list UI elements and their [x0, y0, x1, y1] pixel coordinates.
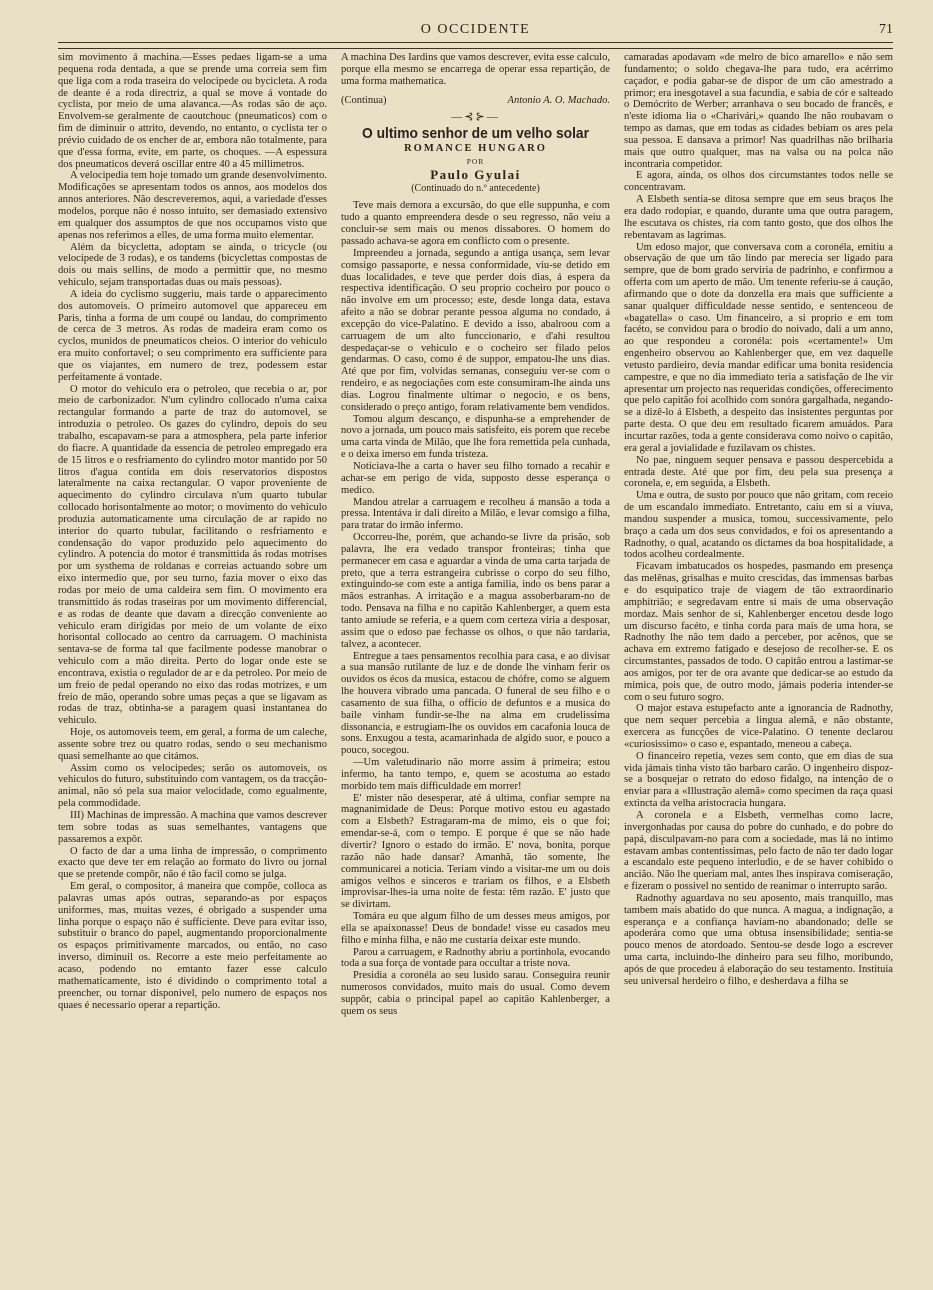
paragraph: Ficavam imbatucados os hospedes, pasmando em presença das melênas, grisalhas e muito crescidas, das immensas barbas e do esquipatico traje de viagem de tão extraordinario amphitrião; e segredavam entre si mais de uma observação mordaz. Mais senhor de si, Kahlenberger encetou desde logo um discurso facéto, e tinha corda para mais de uma hora, se Radnothy lhe não tem dado a perceber, por acênos, que se achava em extremo fatigado e desejoso de recolher-se. E os circumstantes, passados de todo. O capitão entrou a lastimar-se aos amigos, por ter de ora avante que dedicar-se ao estudo da mimica, pois que, de outro modo, jámais poderia intender-se com o seu futuro sogro. — [624, 561, 893, 703]
paragraph: E' mister não desesperar, até á ultima, confiar sempre na magnanimidade de Deus: Porque motivo estou eu agastado com a Elsbeth? Estragaram-ma de mimo, eis o que foi; emendar-se-á, com o tempo. E porque é que se não hade divertir? Ignoro o estado do irmão. E' nova, bonita, porque razão não hade dansar? Amanhã, tão somente, lhe communicarei a noticia. Teriam vindo a visitar-me um ou dois amigos velhos e sinceros e trariam os filhos, e a Elsbeth improvisar-lhes-ia uma noite de festa: têm razão. E' justo que se divirtam. — [341, 792, 610, 911]
paragraph: O facto de dar a uma linha de impressão, o comprimento exacto que deve ter em relação ao formato do livro ou jornal que se pretende compôr, não é tão facil como se julga. — [58, 845, 327, 881]
story-subtitle: ROMANCE HUNGARO — [404, 143, 547, 155]
paragraph: Teve mais demora a excursão, do que elle suppunha, e com tudo a quanto empreendera desde o seu regresso, não veiu a concluir-se sem mais ou menos dissabores. O homem do passado achava-se agora em conflicto com o presente. — [341, 200, 610, 247]
paragraph: A velocipedia tem hoje tomado um grande desenvolvimento. Modificações se apresentam todos os annos, aos modelos dos annos anteriores. Não descreveremos, aqui, a variedade d'esses modelos, porque não é nosso intuito, ser demasiado extensivo em qualquer dos assumptos de que nos occupamos visto que apenas nos referimos a elles, de uma forma muito elementar. — [58, 170, 327, 241]
paragraph: Occorreu-lhe, porém, que achando-se livre da prisão, sob palavra, lhe era vedado transpor fronteiras; tinha que permanecer em casa e aguardar a vinda de uma carta tarjada de preto, que a terra estrangeira cubrisse o corpo do seu filho, extinguindo-se com este a antiga familia, indo os bens parar a mãos estranhas. A irritação e a magua assoberbaram-no de todo. Pensava na filha e no capitão Kahlenberger, a quem esta tanto amiude se referia, e a quem com certeza viria a desposar, assim que o edoso pae fechasse os olhos, o que não tardaria, talvez, a acontecer. — [341, 532, 610, 650]
column-3 — [624, 52, 893, 1276]
paragraph: sim movimento á machina.—Esses pedaes ligam-se a uma pequena roda dentada, a que se prende uma correia sem fim que liga com a roda traseira do velocipede ou bycicleta. A roda de deante é a roda directriz, a qual se move á vontade do cyclista, por meio de uma alavanca.—As rodas são de aço. Envolvem-se geralmente de caoutchouc (pneumaticos) com o fim de diminuir o attrito, devendo, no entanto, o cyclista ter o prévio cuidado de os encher de ar, embora não totalmente, para que d'essa forma, evite, em parte, os choques. —A espessura dos pneumaticos deverá oscillar entre 40 a 45 millimetros. — [58, 52, 327, 170]
continua-note: (Continua) — [341, 94, 387, 106]
journal-title: O OCCIDENTE — [420, 22, 531, 37]
paragraph: camaradas apodavam «de melro de bico amarello» e não sem fundamento; o soldo chegava-lhe para tudo, era acérrimo caçador, e podia gabar-se de dispor de um cão amestrado a primor; era inesgotavel a sua facundia, e sabia de cór e salteado o Demócrito de Werber; arranhava o seu bocado de francês, e n'este idioma lia o «Charivári,» quando lhe não roubavam o tempo as damas, que em todas as cidades bebiam os ares pela sua pessoa. E dansava a primor! Nas quadrilhas não brilharia mais que outro qualquer, mas na valsa ou na polca não incontraria competidor. — [624, 52, 893, 170]
paragraph: Tomou algum descanço, e dispunha-se a emprehender de novo a jornada, um pouco mais satisfeito, eis porem que recebe uma carta vinda de Milão, que lhe fora remettida pela cunhada, e o deixa imerso em funda tristeza. — [341, 413, 610, 461]
section-divider: —⊰⊱— — [451, 111, 500, 124]
paragraph: Assim como os velocipedes; serão os automoveis, os vehiculos do futuro, substituindo com vantagem, os da tracção-animal, não só pela sua maior velocidade, como egualmente, pela commodidade. — [58, 762, 327, 810]
paragraph: A coronela e a Elsbeth, vermelhas como lacre, invergonhadas por causa do pobre do cunhado, e do pobre do papá, disculpavam-no para com a sociedade, mas lá no intimo estavam ambas contentissimas, pelo facto de não ter dado logar a escandalo este pequeno interludio, e de se haver cohibido o ancião. Não lhe queriam mal, antes lhes inspirava comiseração, e fizeram o possivel no sentido de reanimar o interrupto sarão. — [624, 810, 893, 893]
paragraph: E agora, ainda, os olhos dos circumstantes todos nelle se concentravam. — [624, 170, 893, 194]
story-body — [341, 200, 610, 1017]
column-2 — [341, 52, 610, 1276]
paragraph: III) Machinas de impressão. A machina que vamos descrever tem sobre todas as suas semelhantes, vantagens que passaremos a expôr. — [58, 810, 327, 845]
header-rule — [58, 42, 893, 49]
text-columns — [58, 52, 893, 1276]
paragraph: Hoje, os automoveis teem, em geral, a forma de um caleche, assente sobre trez ou quatro rodas, sendo o seu mechanismo quasi semelhante ao que citámos. — [58, 727, 327, 762]
paragraph: Presidia a coronéla ao seu lusido sarau. Conseguira reunir numerosos convidados, muito mais do usual. Como devem suppôr, cabia o principal papel ao capitão Kahlenberger, a quem os seus — [341, 970, 610, 1017]
paragraph: Parou a carruagem, e Radnothy abriu a portinhola, evocando toda a sua força de vontade para occultar a triste nova. — [341, 946, 610, 970]
paragraph: A ideia do cyclismo suggeriu, mais tarde o apparecimento dos automoveis. O primeiro automovel que appareceu em Paris, tinha a forma de um coupé ou landau, do comprimento de cerca de 3 metros. As rodas de madeira eram como os cyclos, munidos de pneumaticos cheios. O interior do vehiculo era muito confortavel; o seu comprimento era sufficiente para que os viajantes, em numero de trez, podessem estar perfeitamente á vontade. — [58, 288, 327, 383]
paragraph: Em geral, o compositor, á maneira que compõe, colloca as palavras umas após outras, separando-as por espaços uniformes, mas, muitas vezes, é obrigado a suspender uma linha porque o espaço não é sufficiente. Deve para evitar isso, substituir o branco do papel, augmentando proporcionalmente os espaços primitivamente marcados, ou então, no caso inverso, diminuil os. Recorre a este meio perfeitamente ao acaso, podendo no emtanto fazer esse calculo mathematicamente, isto é dividindo o comprimento total a preencher, ou tornar disponivel, pelo numero de espaços nos quaes é necessario operar a repartição. — [58, 881, 327, 1011]
column-1 — [58, 52, 327, 1276]
paragraph: Impreendeu a jornada, segundo a antiga usança, sem levar comsigo passaporte, e nessa conformidade, viu-se detido em duas localidades, e teve que perder dois dias, á espera da respectiva identificação. O seu proprio cocheiro por pouco o não involve em um processo; este, desde longa data, estava afeito a não se dobrar perante pessoa alguma no condado, á excepção do vice-Palatino. E devido a isso, abalroou com a carruagem de um alto funccionario, e d'ahi resultou despedaçar-se o vehiculo e o cocheiro ser filado pelos gendarmas. O caso, como é de suppor, empatou-lhe uns dias. Até que por fim, volvidas semanas, conseguiu ver-se com o rendeiro, e as negociações com este consumiram-lhe ainda uns dias. Logrou finalmente ultimar o negocio, e os bens, considerado o preço antigo, foram relativamente bem vendidos. — [341, 247, 610, 413]
paragraph: Uma e outra, de susto por pouco que não gritam, com receio de um escandalo immediato. Entretanto, caiu em si a viuva, mandou suspender a musica, tomou, successivamente, pelo braço a cada um dos seus convidados, e foi os apresentando a Radnothy, o qual, acatando os dictames da boa hospitalidade, a todos acolheu cordealmente. — [624, 490, 893, 561]
paragraph: No pae, ninguem sequer pensava e passou despercebida a entrada deste. Até que por fim, deu pela sua presença a coronela, e, em seguida, a Elsbeth. — [624, 454, 893, 490]
article-author: Antonio A. O. Machado. — [507, 94, 610, 106]
paragraph: Mandou atrelar a carruagem e recolheu á mansão a toda a pressa. Intentáva ir dali direito a Milão, e levar comsigo a filha, para tratar do irmão infermo. — [341, 496, 610, 532]
article-closing-paragraph: A machina Des Iardins que vamos descrever, evita esse calculo, porque ella mesmo se encarrega de operar essa repartição, de uma forma mathematica. — [341, 52, 610, 87]
paragraph: —Um valetudinario não morre assim á primeira; estou infermo, ha tanto tempo, e, quem se acostuma ao estado morbido tem mais difficuldade em morrer! — [341, 757, 610, 792]
paragraph: Além da bicycletta, adoptam se ainda, o tricycle (ou velocipede de 3 rodas), e os tandems (bicyclettas compostas de dois ou mais sellins, de modo a permittir que, no mesmo vehiculo, sejam transportadas duas ou mais pessoas). — [58, 241, 327, 289]
story-byline-por: POR — [466, 156, 485, 166]
story-continuation-note: (Continuado do n.º antecedente) — [411, 182, 540, 194]
story-author: Paulo Gyulai — [430, 166, 521, 182]
paragraph: O motor do vehiculo era o petroleo, que recebia o ar, por meio de carbonizador. N'um cylindro collocado n'uma caixa rectangular formando a parte de traz do automovel, se introduzia o petroleo. Os gazes do cylindro, depois do seu trabalho, escapavam-se para a atmosphera, pela parte inferior do fiacre. A quantidade da essencia de petroleo empregado era de 15 litros e o resfriamento do cylindro motor mantido por 50 litros d'agua contida em dois reservatorios dispostos lateralmente na caixa rectangular. O vapor proveniente de aquecimento do cylindro circulava n'um quarto tubular collocado horisontalmente ao motor; o movimento do vehiculo produzia automaticamente uma circulação de ar rapido no interior do quarto tubular, facilitando o resfriamento e condensação do vapor produzido pelo aquecimento do cylindro. A potencia do motor é transmittida ás rodas motrises por um systhema de roldanas e correias actuando sobre um eixo intermedio que, por seu turno, fazia mover o eixo das rodas por meio de uma caldeira sem fim. O movimento era transmittido ás rodas traseiras por um movimento differencial, e as rodas de deante que davam a direcção conveniente ao vehiculo eram dirigidas por meio de um volante de eixo horisontal collocado ao centro da carruagem. O machinista sentava-se de forma tal que facilmente podesse manobrar o vehiculo com a mão direita. Perto do logar onde este se encontrava, existia o regulador de ar e da petroleo. Por meio de um freio de pedal operando no eixo das rodas motrizes, e um freio de mão, operando sobre umas peças a que se ligavam as rodas de traz, obtinha-se a paragem quasi instantanea do vehiculo. — [58, 383, 327, 727]
paragraph: A Elsbeth sentia-se ditosa sempre que em seus braços lhe era dado rodopiar, e quando, durante uma que outra paragem, lhe escutava os chistes, ria com tanto gosto, que dos olhos lhe rebentavam as lagrimas. — [624, 194, 893, 241]
paragraph: O financeiro repetia, vezes sem conto, que em dias de sua vida jámais tinha visto tão barbaro carão. O ingenheiro dispoz-se a bosquejar o retrato do edoso fidalgo, na intenção de o enviar para a «Illustração alemã» como specimen da raça quasi extincta da velha aristocracia hungara. — [624, 750, 893, 810]
page-number: 71 — [879, 22, 893, 37]
page-header — [58, 0, 893, 44]
story-title: O ultimo senhor de um velho solar — [362, 125, 589, 143]
paragraph: Entregue a taes pensamentos recolhia para casa, e ao divisar a sua mansão rutilante de luz e de donde lhe vinham ferir os ouvidos os écos da musica, estacou de chófre, como se alguem lhe houvera vibrado uma pancada. O funeral de seu filho e o casamento de sua filha, o officio de defuntos e a musica do baile vinham fundir-se-lhe na alma em crudelissima dissonancia, e estrugiam-lhe os ouvidos em cacafonia louca de sons. Enxugou a testa, acamarinhada de algido suor, e pouco a pouco, socegou. — [341, 650, 610, 757]
article-signature — [341, 95, 610, 107]
paragraph: Tomára eu que algum filho de um desses meus amigos, por ella se apaixonasse! Deus de bondade! visse eu casados meu filho e minha filha, e não me custaria deixar este mundo. — [341, 911, 610, 946]
paragraph: Noticiava-lhe a carta o haver seu filho tornado a recahir e achar-se em perigo de vida, supposto desse esperança o medico. — [341, 461, 610, 496]
paragraph: O major estava estupefacto ante a ignorancia de Radnothy, que nem sequer percebia a lingua alemã, e não obstante, exercera as funcções de vice-Palatino. O tenente declarou «curiosissimo» o caso e, espantado, meneou a cabeça. — [624, 703, 893, 750]
paragraph: Um edoso major, que conversava com a coronéla, emitiu a observação de que um tão lindo par merecia ser ligado para sempre, que de bom grado serviria de padrinho, e confirmou a offerta com um aperto de mão. Um tenente referiu-se á caução, afirmando que o dote da donzella era mais que sufficiente a sanar qualquer difficuldade nesse sentido, e sentenceou de «bagatella» o caso. Um financeiro, a si proprio e em tom facéto, se convidou para o brodio do noivado, dali a um anno, ao que respondeu a coronéla: pois «certamente!» Um engenheiro observou ao Kahlenberger que, em vez daquelle vetusto pardieiro, devia mandar edificar uma bonita residencia campestre, e que no dia immediato teria a satisfação de lhe vir apresentar um projecto nas requeridas condições, offerecimento que pelo capitão foi acolhido com sonóra gargalhada, negando-se a dizê-lo á Elsbeth, a despeito das insistentes perguntas por parte desta. O que deu em resultado ficarem amuádos. Para incurtar razões, toda a gente considerava como noivo o capitão, era geral a jovialidade e fuzilavam os chistes. — [624, 241, 893, 454]
paragraph: Radnothy aguardava no seu aposento, mais tranquillo, mas tambem mais abatido do que nunca. A magua, a indignação, a esperança e a confiança haviam-no abandonado; delle se apoderára como que uma obtusa insensibilidade; sentia-se pouco menos de atordoado. Sentou-se desde logo a escrever uma carta, incluindo-lhe dinheiro para seu filho, moribundo, após de que procedeu á elaboração do seu testamento. Instituia seu universal herdeiro o filho, e desherdava a filha se — [624, 892, 893, 987]
